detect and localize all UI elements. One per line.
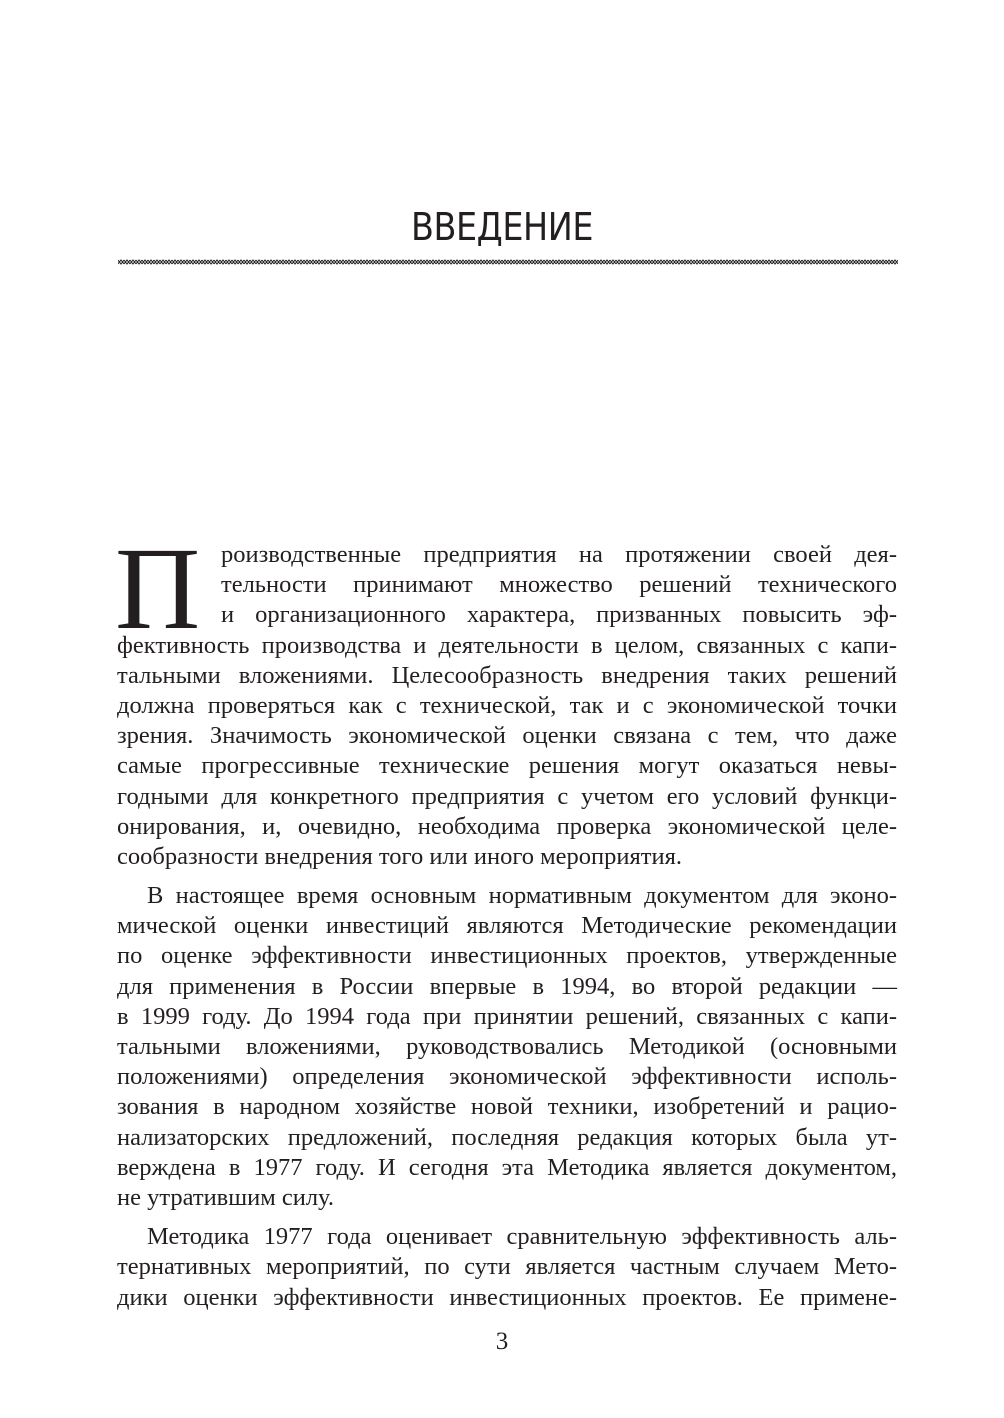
- text-line: тальными вложениями, руководствовались Методикой (основными: [117, 1033, 897, 1060]
- drop-cap: П: [115, 523, 201, 654]
- text-line: тернативных мероприятий, по сути является частным случаем Мето-: [117, 1253, 897, 1281]
- page-number: 3: [495, 1328, 509, 1355]
- ornamental-rule: [118, 258, 898, 266]
- text-line: мической оценки инвестиций являются Методические рекомендации: [117, 912, 897, 940]
- text-line: не утратившим силу.: [117, 1183, 334, 1211]
- text-line: самые прогрессивные технические решения могут оказаться невы-: [117, 752, 897, 780]
- text-line: онирования, и, очевидно, необходима проверка экономической целе-: [117, 812, 897, 840]
- page-title: ВВЕДЕНИЕ: [410, 205, 594, 249]
- text-line: роизводственные предприятия на протяжении своей дея-: [221, 541, 897, 568]
- text-line: зрения. Значимость экономической оценки связана с тем, что даже: [117, 722, 897, 750]
- text-line: Методика 1977 года оценивает сравнительную эффективность аль-: [147, 1223, 897, 1251]
- text-line: верждена в 1977 году. И сегодня эта Методика является документом,: [117, 1153, 897, 1181]
- text-line: нализаторских предложений, последняя редакция которых была ут-: [117, 1123, 897, 1151]
- text-line: дики оценки эффективности инвестиционных проектов. Ее примене-: [117, 1283, 897, 1311]
- text-line: должна проверяться как с технической, так и с экономической точки: [117, 691, 897, 719]
- text-line: сообразности внедрения того или иного мероприятия.: [117, 842, 683, 870]
- text-line: тельности принимают множество решений технического: [221, 571, 897, 599]
- text-line: в 1999 году. До 1994 года при принятии решений, связанных с капи-: [117, 1002, 897, 1030]
- text-line: по оценке эффективности инвестиционных проектов, утвержденные: [117, 942, 897, 970]
- text-line: фективность производства и деятельности в целом, связанных с капи-: [117, 631, 897, 659]
- text-line: зования в народном хозяйстве новой техники, изобретений и рацио-: [117, 1093, 897, 1121]
- text-line: тальными вложениями. Целесообразность внедрения таких решений: [117, 661, 897, 689]
- body-text: [115, 523, 897, 1313]
- text-line: годными для конкретного предприятия с учетом его условий функци-: [117, 782, 897, 810]
- text-line: и организационного характера, призванных повысить эф-: [221, 601, 897, 629]
- text-line: для применения в России впервые в 1994, во второй редакции —: [117, 972, 897, 1000]
- text-line: положениями) определения экономической эффективности исполь-: [117, 1063, 897, 1091]
- text-line: В настоящее время основным нормативным документом для эконо-: [147, 882, 897, 910]
